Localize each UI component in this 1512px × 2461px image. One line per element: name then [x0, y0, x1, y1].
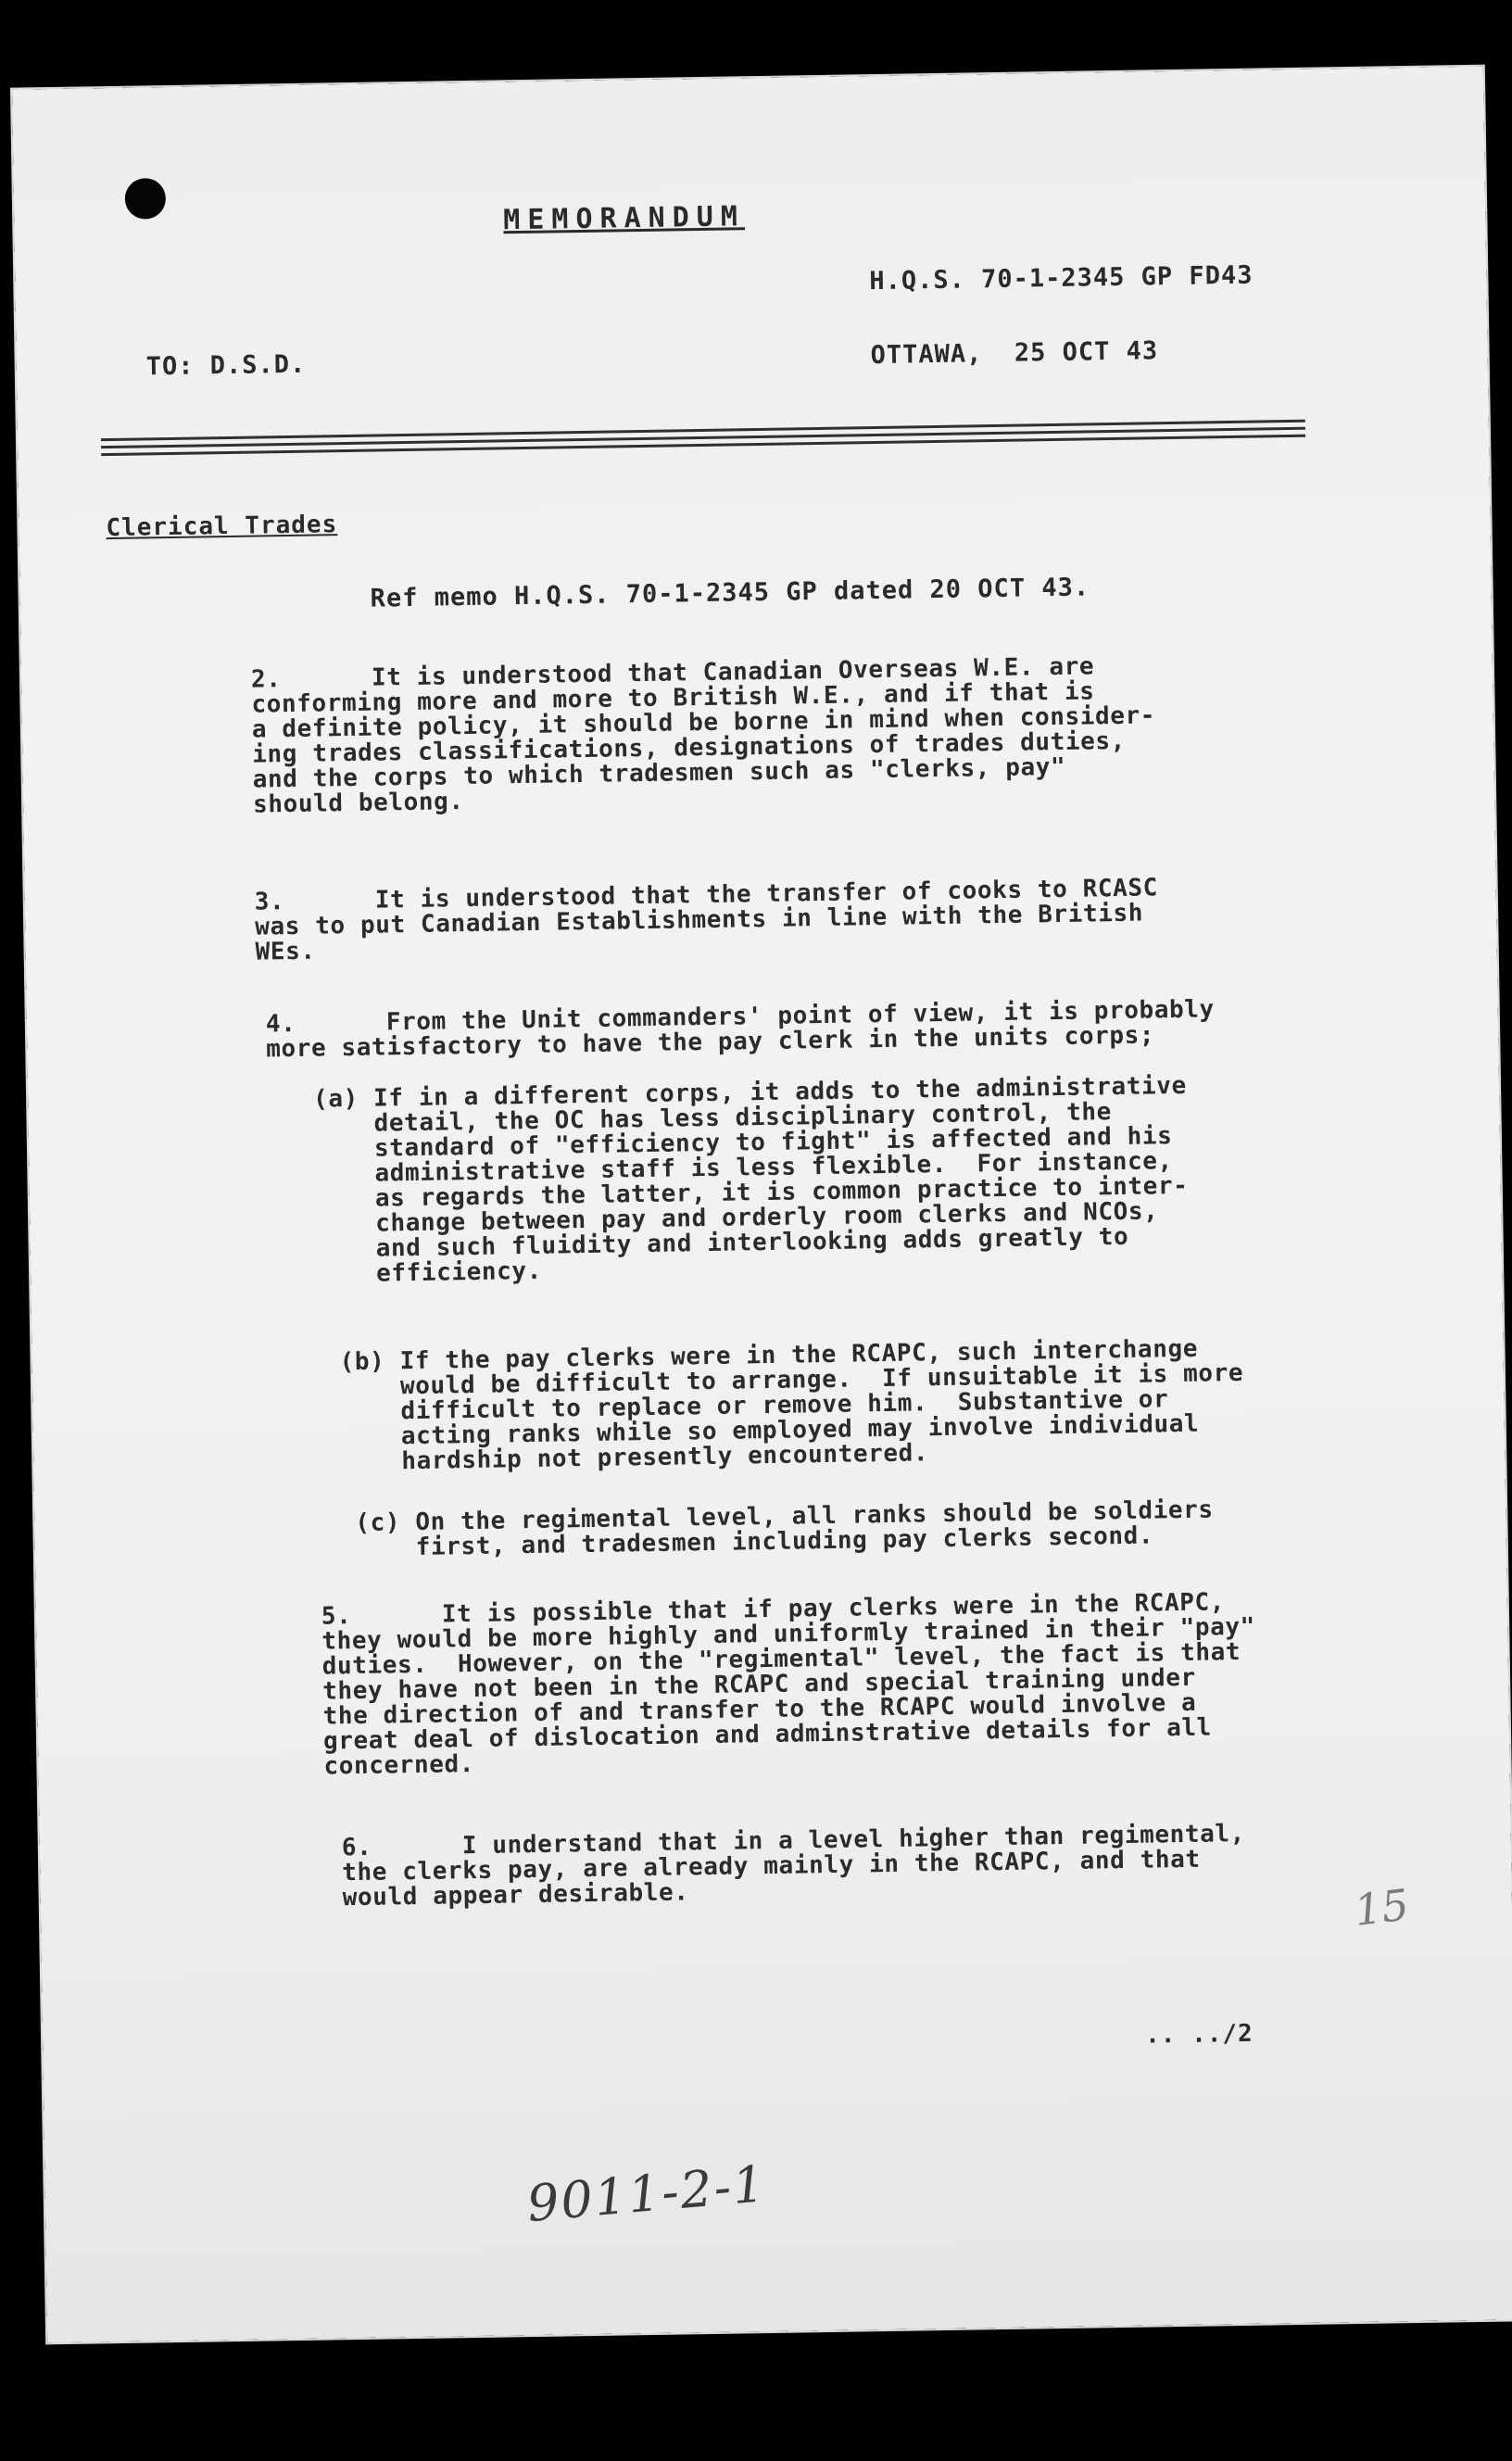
paragraph-4: 4. From the Unit commanders' point of view, it is probably more satisfactory to have the pay clerk in the units corps;	[265, 995, 1215, 1064]
file-reference: H.Q.S. 70-1-2345 GP FD43	[869, 260, 1254, 297]
paragraph-5: 5. It is possible that if pay clerks were in the RCAPC, they would be more highly and uniformly trained in their "pay" duties. However, on the "regimental" level, the fact is that they have not been in the RCAPC and special training under the direction of and transfer to the RCAPC would involve a great deal of dislocation and adminstrative details for all concerned.	[321, 1588, 1256, 1781]
paragraph-4a: (a) If in a different corps, it adds to the administrative detail, the OC has less disciplinary control, the standard of "efficiency to fight" is affected and his administrative staff is less flexible. For instance, as regards the latter, it is common practice to inter- change between pay and orderly room clerks and NCOs, and such fluidity and interlooking adds greatly to efficiency.	[312, 1071, 1189, 1289]
punch-hole	[125, 178, 167, 220]
paragraph-4c: (c) On the regimental level, all ranks should be soldiers first, and tradesmen including pay clerks second.	[355, 1496, 1214, 1562]
addressee: TO: D.S.D.	[145, 349, 307, 382]
handwritten-margin-mark: 15	[1351, 1879, 1412, 1936]
paragraph-2: 2. It is understood that Canadian Overseas W.E. are conforming more and more to British W.E., and if that is a definite policy, it should be borne in mind when consider- ing trades classifications, designations of trades duties, and the corps to which tradesmen such as "clerks, pay" should belong.	[250, 652, 1156, 819]
handwritten-file-number: 9011-2-1	[524, 2154, 769, 2234]
memo-title: MEMORANDUM	[503, 200, 746, 237]
place-and-date: OTTAWA, 25 OCT 43	[870, 336, 1159, 371]
paragraph-6: 6. I understand that in a level higher than regimental, the clerks pay, are already mainly in the RCAPC, and that would appear desirable.	[341, 1819, 1246, 1912]
paragraph-3: 3. It is understood that the transfer of cooks to RCASC was to put Canadian Establishments in line with the British WEs.	[254, 874, 1159, 966]
reference-memo-line: Ref memo H.Q.S. 70-1-2345 GP dated 20 OCT 43.	[370, 573, 1090, 613]
continuation-marker: .. ../2	[1144, 2019, 1254, 2050]
subject-heading: Clerical Trades	[106, 511, 338, 543]
memo-page	[12, 67, 1512, 2343]
paragraph-4b: (b) If the pay clerks were in the RCAPC, such interchange would be difficult to arrange. If unsuitable it is more difficult to replace or remove him. Substantive or acting ranks while so employed may involve individual hardship not presently encountered.	[339, 1334, 1244, 1477]
